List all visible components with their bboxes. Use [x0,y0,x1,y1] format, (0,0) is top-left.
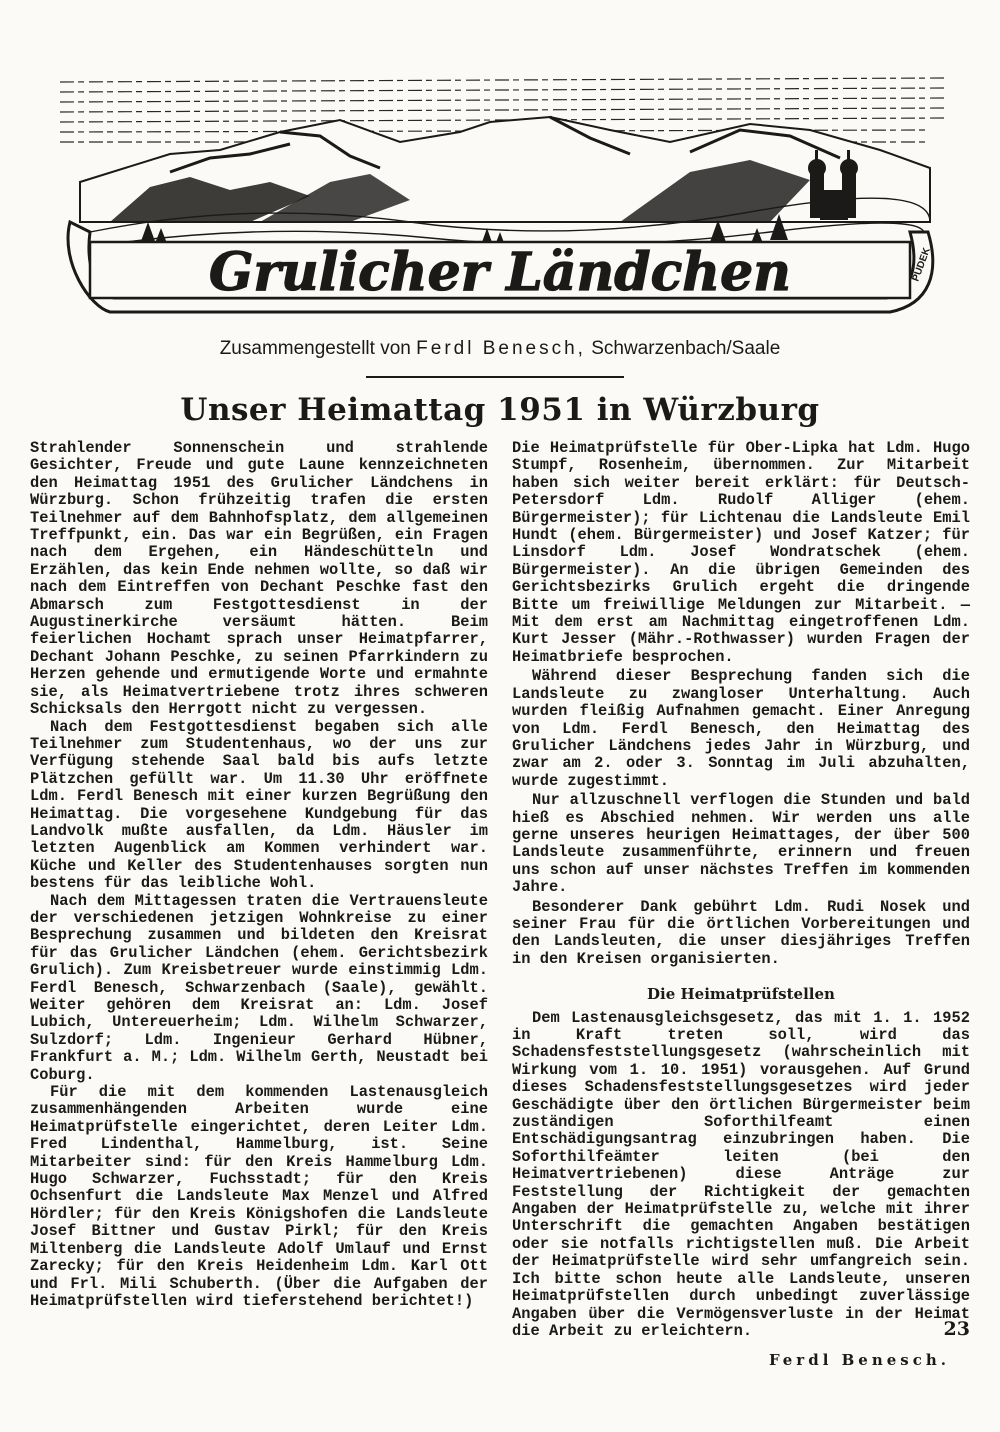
left-paragraph-2: Nach dem Festgottesdienst begaben sich alle Teilnehmer zum Studentenhaus, wo der uns zur Verfügung stehende Saal bald bis aufs letzte Plätzchen gefüllt war. Um 11.30 Uhr eröffnete Ldm. Ferdl Benesch mit einer kurzen Begrüßung den Heimattag. Die vorgesehene Kundgebung für das Landvolk mußte ausfallen, da Ldm. Häusler im letzten Augenblick am Kommen verhindert war. Küche und Keller des Studentenhauses sorgten nun bestens für das leibliche Wohl. [30,717,488,893]
byline-place: Schwarzenbach/Saale [591,338,781,359]
right-paragraph-3: Nur allzuschnell verflogen die Stunden und bald hieß es Abschied nehmen. Wir werden uns alle gerne unseres heurigen Heimattages, der über 500 Landsleute zusammenführte, erinnern und freuen uns schon auf unser nächstes Treffen im kommenden Jahre. [512,791,970,897]
left-paragraph-1: Strahlender Sonnenschein und strahlende Gesichter, Freude und gute Laune kennzeichneten den Heimattag 1951 des Grulicher Ländchens in Würzburg. Schon frühzeitig trafen die ersten Teilnehmer auf dem Bahnhofsplatz, dem allgemeinen Treffpunkt, ein. Das war ein Begrüßen, ein Fragen nach dem Ergehen, ein Händeschütteln und Erzählen, das kein Ende nehmen wollte, so daß wir nach dem Eintreffen von Dechant Peschke fast den Abmarsch zum Festgottesdienst in der Augustinerkirche versäumt hätten. Beim feierlichen Hochamt sprach unser Heimatpfarrer, Dechant Johann Peschke, zu seinen Pfarrkindern zu Herzen gehende und ermutigende Worte und ermahnte sie, als Heimatvertriebene trotz ihres schweren Schicksals den Herrgott nicht zu vergessen. [30,439,488,719]
byline [0,338,1000,360]
right-column [512,440,970,1370]
section-heading: Die Heimatprüfstellen [647,985,835,1004]
article-headline: Unser Heimattag 1951 in Würzburg [180,392,820,428]
title-divider [366,376,624,378]
artist-signature: PUDEK [910,246,933,284]
right-paragraph-4: Besonderer Dank gebührt Ldm. Rudi Nosek und seiner Frau für die örtlichen Vorbereitungen und den Landsleuten, die unser diesjähriges Treffen in den Kreisen organisierten. [512,897,970,968]
masthead-title: Grulicher Ländchen [209,242,791,303]
masthead-illustration [50,72,950,342]
right-paragraph-1: Die Heimatprüfstelle für Ober-Lipka hat Ldm. Hugo Stumpf, Rosenheim, übernommen. Zur Mitarbeit haben sich weiter bereit erklärt: für Deutsch-Petersdorf Ldm. Rudolf Alliger (ehem. Bürgermeister); für Lichtenau die Landsleute Emil Hundt (ehem. Bürgermeister) und Josef Katzer; für Linsdorf Ldm. Josef Wondratschek (ehem. Bürgermeister). An die übrigen Gemeinden des Gerichtsbezirks Grulich ergeht die dringende Bitte um freiwillige Meldungen zur Mitarbeit. — Mit dem erst am Nachmittag eingetroffenen Ldm. Kurt Jesser (Mähr.-Rothwasser) wurden Fragen der Heimatbriefe besprochen. [512,439,970,666]
byline-prefix: Zusammengestellt von [219,338,411,359]
left-paragraph-3: Nach dem Mittagessen traten die Vertrauensleute der verschiedenen jetzigen Wohnkreise zu einer Besprechung zusammen und bildeten den Kreisrat für das Grulicher Ländchen (ehem. Gerichtsbezirk Grulich). Zum Kreisbetreuer wurde einstimmig Ldm. Ferdl Benesch, Schwarzenbach (Saale), gewählt. Weiter gehören dem Kreisrat an: Ldm. Josef Lubich, Untereuerheim; Ldm. Wilhelm Schwarzer, Sulzdorf; Ldm. Ingenieur Gerhard Hübner, Frankfurt a. M.; Ldm. Wilhelm Gerth, Neustadt bei Coburg. [30,891,488,1084]
section-paragraph: Dem Lastenausgleichsgesetz, das mit 1. 1. 1952 in Kraft treten soll, wird das Schadensfeststellungsgesetz (wahrscheinlich mit Wirkung vom 1. 10. 1951) vorausgehen. Auf Grund dieses Schadensfeststellungsgesetzes wird jeder Geschädigte über den örtlichen Bürgermeister beim zuständigen Soforthilfeamt einen Entschädigungsantrag einzubringen haben. Die Soforthilfeämter leiten (bei den Heimatvertriebenen) diese Anträge zur Feststellung der Richtigkeit der gemachten Angaben der Heimatprüfstelle zu, welche mit ihrer Unterschrift die gemachten Angaben bestätigen oder sie notfalls richtigstellen muß. Die Arbeit der Heimatprüfstelle wird sehr umfangreich sein. Ich bitte schon heute alle Landsleute, unseren Heimatprüfstellen durch unbedingt zuverlässige Angaben über die Vermögensverluste in der Heimat die Arbeit zu erleichtern. [512,1008,970,1340]
left-paragraph-4: Für die mit dem kommenden Lastenausgleich zusammenhängenden Arbeiten wurde eine Heimatprüfstelle eingerichtet, deren Leiter Ldm. Fred Lindenthal, Hammelburg, ist. Seine Mitarbeiter sind: für den Kreis Hammelburg Ldm. Hugo Schwarzer, Fuchsstadt; für den Kreis Ochsenfurt die Landsleute Max Menzel und Alfred Hördler; für den Kreis Königshofen die Landsleute Josef Bittner und Gustav Pirkl; für den Kreis Miltenberg die Landsleute Adolf Umlauf und Ernst Zarecky; für den Kreis Heidenheim Ldm. Karl Ott und Frl. Mili Schuberth. (Über die Aufgaben der Heimatprüfstellen wird tieferstehend berichtet!) [30,1083,488,1310]
author-signature: Ferdl Benesch. [768,1351,950,1370]
left-column [30,440,488,1310]
right-paragraph-2: Während dieser Besprechung fanden sich die Landsleute zu zwangloser Unterhaltung. Auch wurden fleißig Aufnahmen gemacht. Einer Anregung von Ldm. Ferdl Benesch, den Heimattag des Grulicher Ländchens jedes Jahr in Würzburg, und zwar am 2. oder 3. Sonntag im Juli abzuhalten, wurde zugestimmt. [512,667,970,790]
byline-author: Ferdl Benesch, [416,338,586,359]
page-number: 23 [943,1318,970,1340]
